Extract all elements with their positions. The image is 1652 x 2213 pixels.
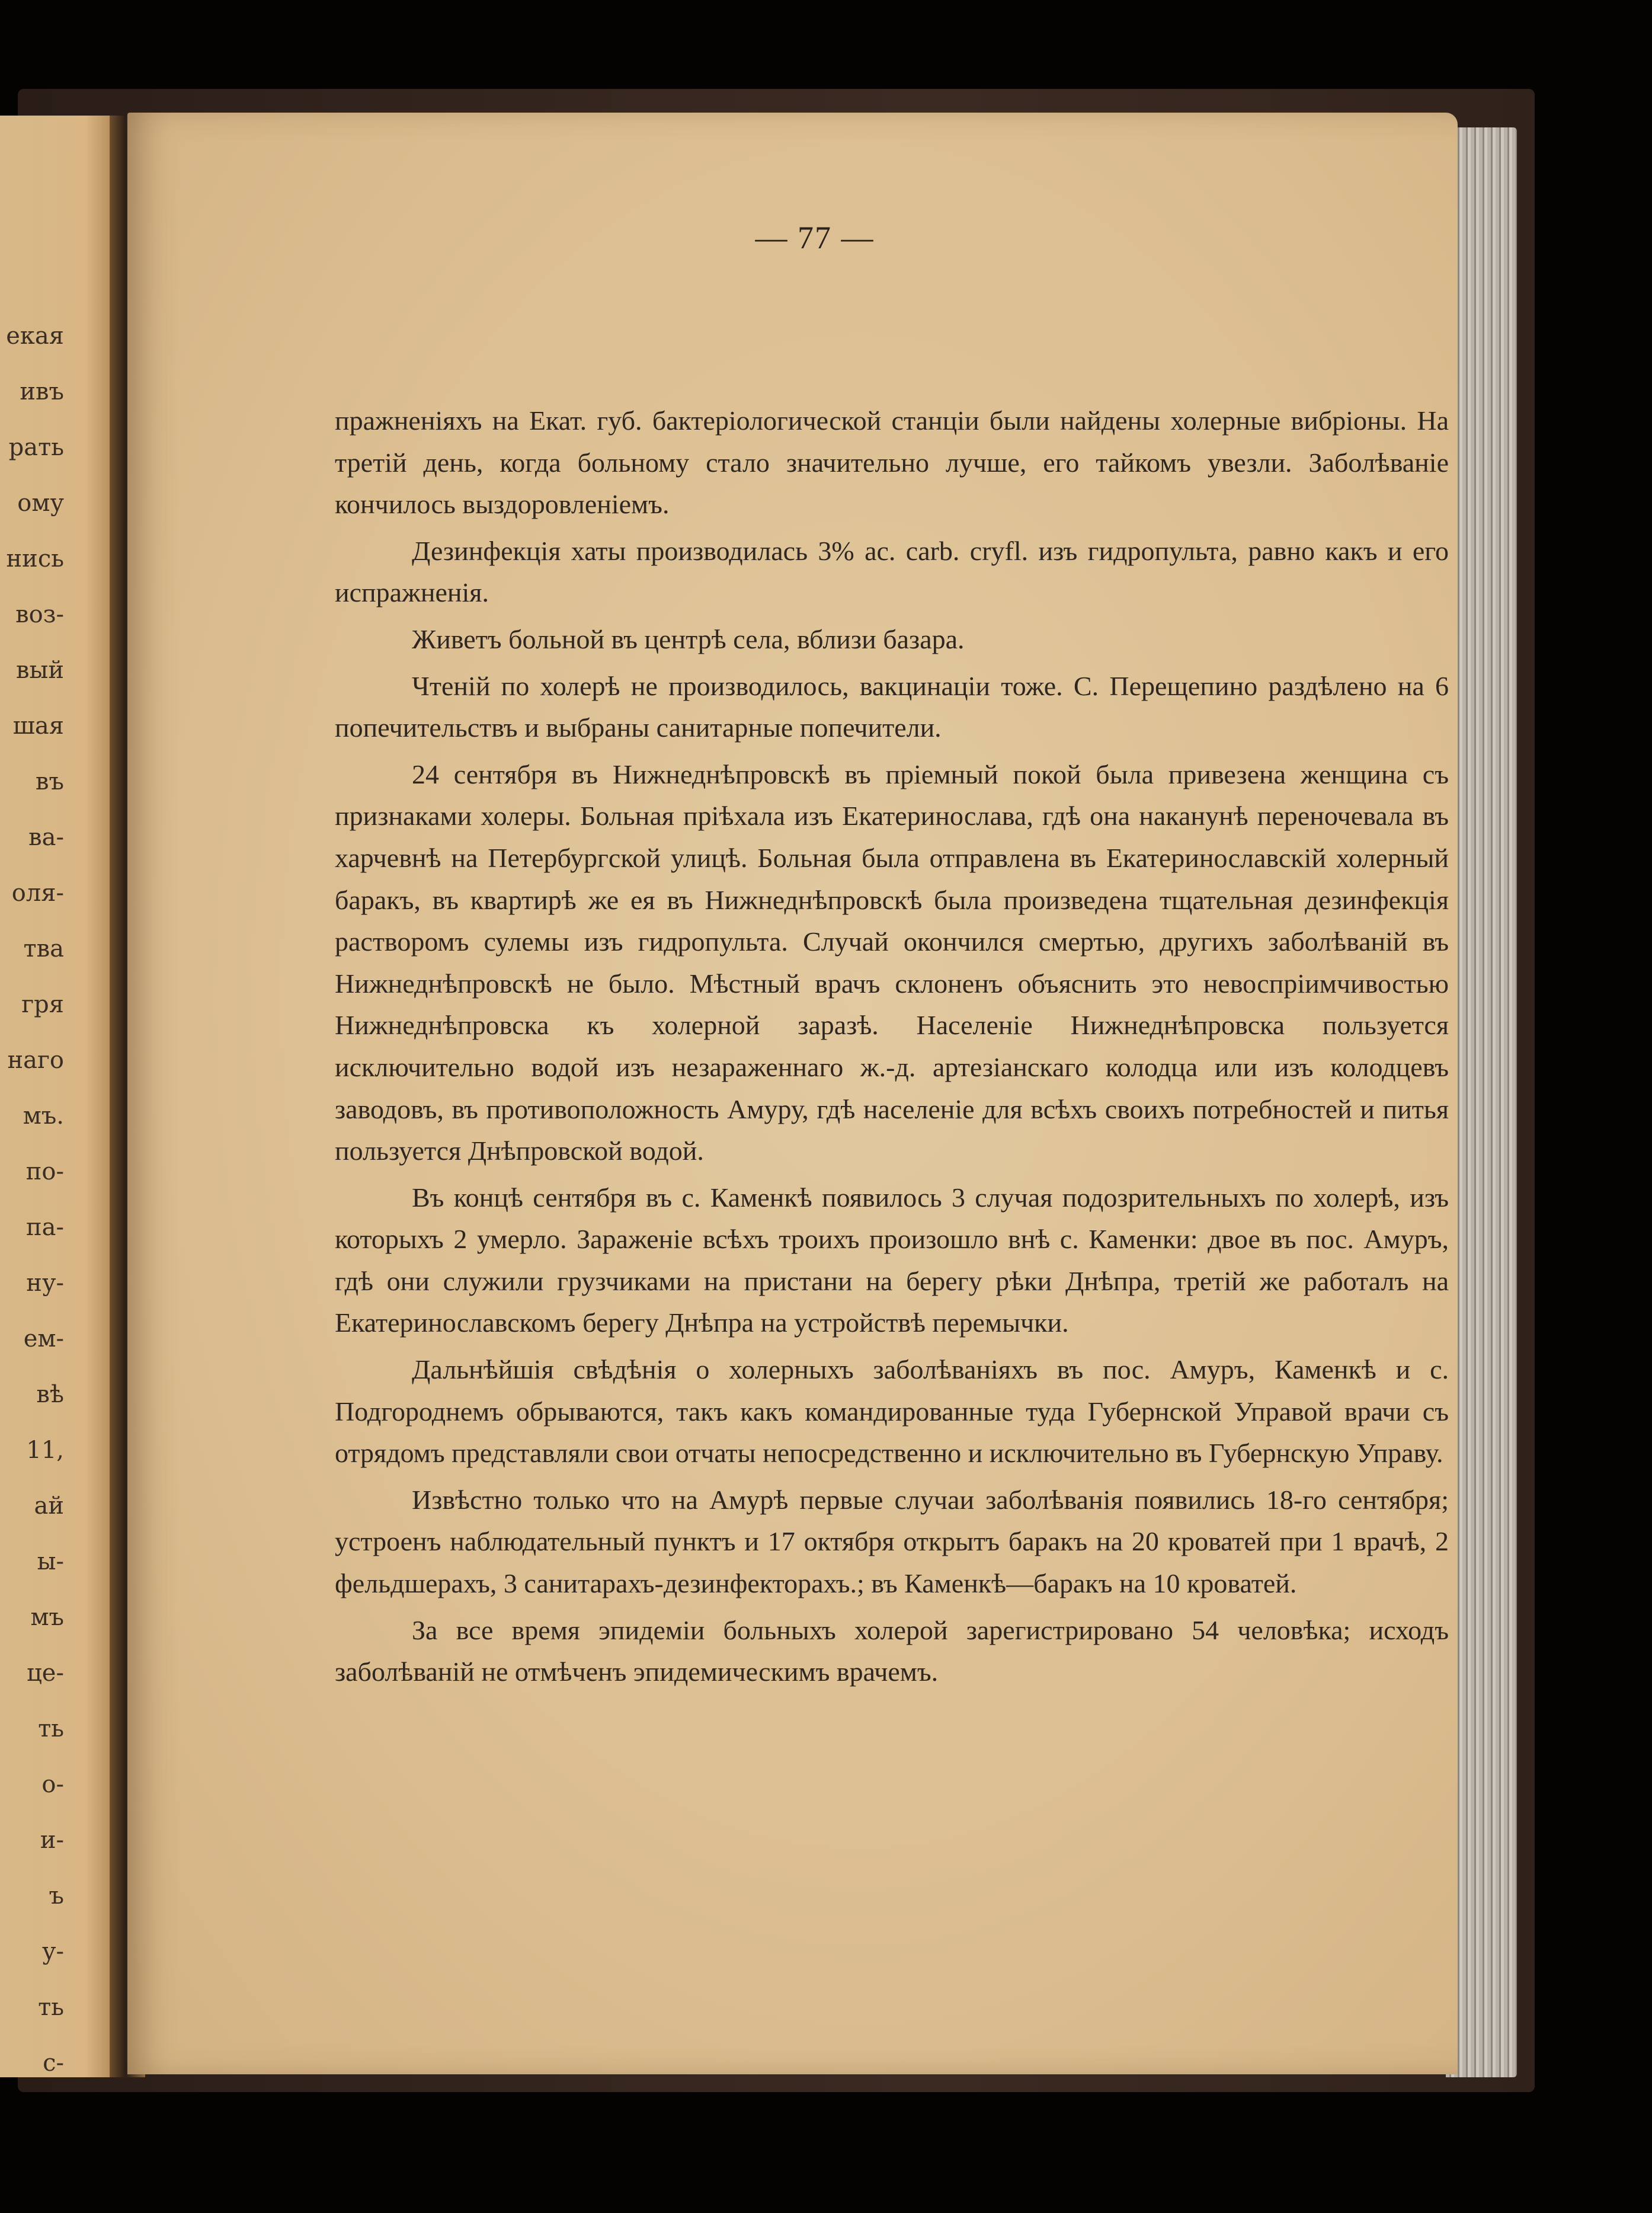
left-page-fragment: ну- bbox=[26, 1269, 64, 1297]
left-page-text-fragments bbox=[0, 308, 119, 2077]
left-page-fragment: ва- bbox=[28, 824, 64, 851]
left-page-fragment: въ bbox=[36, 768, 64, 795]
paragraph: 24 сентября въ Нижнеднѣпровскѣ въ пріемный покой была привезена женщина съ признаками холеры. Больная пріѣхала изъ Екатеринослава, гдѣ она наканунѣ переночевала въ харчевнѣ на Петербургской улицѣ. Больная была отправлена въ Екатеринославскій холерный баракъ, въ квартирѣ же ея въ Нижнеднѣпровскѣ была произведена тщательная дезинфекція растворомъ сулемы изъ гидропульта. Случай окончился смертью, другихъ заболѣваній въ Нижнеднѣпровскѣ не было. Мѣстный врачъ склоненъ объяснить это невоспріимчивостью Нижнеднѣпровска къ холерной заразѣ. Населеніе Нижнеднѣпровска пользуется исключительно водой изъ незараженнаго ж.-д. артезіанскаго колодца или изъ колодцевъ заводовъ, въ противоположность Амуру, гдѣ населеніе для всѣхъ своихъ потребностей и питья пользуется Днѣпровской водой. bbox=[335, 759, 1449, 1166]
left-page-fragment: ай bbox=[34, 1492, 64, 1520]
left-page-fragment: о- bbox=[41, 1771, 64, 1798]
left-page-fragment: ть bbox=[38, 1715, 64, 1742]
right-page bbox=[127, 113, 1458, 2074]
left-page-fragment: екая bbox=[6, 322, 64, 350]
left-page-fragment: мъ bbox=[30, 1604, 64, 1631]
left-page-fragment: ы- bbox=[37, 1548, 64, 1575]
paragraph: пражненіяхъ на Екат. губ. бактеріологической станціи были найдены холерные вибріоны. На третій день, когда больному стало значительно лучше, его тайкомъ увезли. Заболѣваніе кончилось выздоровленіемъ. bbox=[335, 405, 1449, 520]
left-page-fragment: с- bbox=[43, 2049, 64, 2077]
left-page-fragment: ем- bbox=[23, 1325, 64, 1352]
left-page-fragment: це- bbox=[27, 1659, 64, 1687]
left-page-fragment: рать bbox=[8, 434, 64, 461]
left-page-fragment: у- bbox=[41, 1938, 64, 1965]
left-page-fragment: 11, bbox=[26, 1437, 64, 1464]
left-page-fragment: и- bbox=[40, 1827, 64, 1854]
paragraph: Извѣстно только что на Амурѣ первые случаи заболѣванія появились 18-го сентября; устроенъ наблюдательный пунктъ и 17 октября открытъ баракъ на 20 кроватей при 1 врачѣ, 2 фельдшерахъ, 3 санитарахъ-дезинфекторахъ.; въ Каменкѣ—баракъ на 10 кроватей. bbox=[335, 1484, 1449, 1599]
left-page-fragment: вый bbox=[15, 657, 64, 684]
body-text bbox=[335, 400, 1449, 1698]
left-page-fragment: ому bbox=[17, 490, 64, 517]
left-page-fragment: тва bbox=[23, 935, 64, 962]
page-number: — 77 — bbox=[755, 220, 875, 255]
left-page-fragment: ть bbox=[38, 1994, 64, 2021]
left-page-fragment: по- bbox=[25, 1158, 64, 1185]
paragraph: Живетъ больной въ центрѣ села, вблизи базара. bbox=[412, 623, 965, 654]
left-page-fragment: па- bbox=[25, 1214, 64, 1241]
paragraph: Чтеній по холерѣ не производилось, вакцинаціи тоже. С. Перещепино раздѣлено на 6 попечительствъ и выбраны санитарные попечители. bbox=[335, 670, 1449, 743]
left-page-fragment: мъ. bbox=[23, 1102, 64, 1130]
paragraph: Дальнѣйшія свѣдѣнія о холерныхъ заболѣваніяхъ въ пос. Амуръ, Каменкѣ и с. Подгороднемъ обрываются, такъ какъ командированные туда Губернской Управой врачи съ отрядомъ представляли свои отчаты непосредственно и исключительно въ Губернскую Управу. bbox=[335, 1354, 1449, 1469]
left-page-fragment: оля- bbox=[11, 880, 64, 907]
left-page-fragment: ивъ bbox=[20, 378, 64, 405]
left-page-fragment: ъ bbox=[49, 1882, 64, 1910]
left-page-fragment: воз- bbox=[15, 601, 64, 628]
left-page-fragment: наго bbox=[7, 1047, 64, 1074]
left-page-fragment: нись bbox=[6, 545, 64, 573]
left-page-fragment: шая bbox=[12, 712, 64, 740]
left-page-fragment: вѣ bbox=[36, 1381, 64, 1408]
left-page-fragment: гря bbox=[21, 991, 64, 1018]
paragraph: Дезинфекція хаты производилась 3% ac. carb. cryfl. изъ гидропульта, равно какъ и его испражненія. bbox=[335, 535, 1449, 608]
left-page bbox=[0, 116, 121, 2077]
paragraph: За все время эпидеміи больныхъ холерой зарегистрировано 54 человѣка; исходъ заболѣваній не отмѣченъ эпидемическимъ врачемъ. bbox=[335, 1614, 1449, 1687]
paragraph: Въ концѣ сентября въ с. Каменкѣ появилось 3 случая подозрительныхъ по холерѣ, изъ которыхъ 2 умерло. Зараженіе всѣхъ троихъ произошло внѣ с. Каменки: двое въ пос. Амуръ, гдѣ они служили грузчиками на пристани на берегу рѣки Днѣпра, третій же работалъ на Екатеринославскомъ берегу Днѣпра на устройствѣ перемычки. bbox=[335, 1182, 1449, 1338]
